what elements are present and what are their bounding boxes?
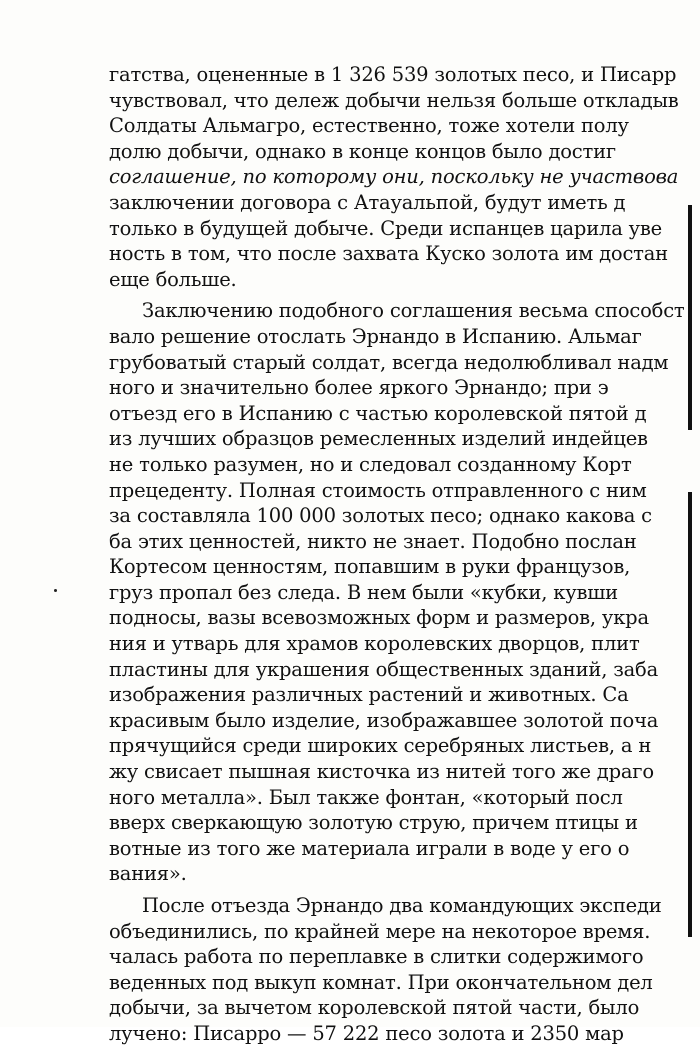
text-line: Солдаты Альмагро, естественно, тоже хотели полу xyxy=(109,114,629,138)
text-line: грубоватый старый солдат, всегда недолюбливал надм xyxy=(109,350,669,374)
text-line: ба этих ценностей, никто не знает. Подобно послан xyxy=(109,529,637,553)
text-line: прецеденту. Полная стоимость отправленного с ним xyxy=(109,478,647,502)
text-line: Заключению подобного соглашения весьма способст xyxy=(142,299,685,323)
text-line: чувствовал, что дележ добычи нельзя больше откладыв xyxy=(109,88,679,112)
text-line: чалась работа по переплавке в слитки содержимого xyxy=(109,945,644,969)
text-line: веденных под выкуп комнат. При окончательном дел xyxy=(109,970,653,994)
text-line-italic: соглашение, по которому они, поскольку не участвова xyxy=(109,165,679,189)
text-line: ность в том, что после захвата Куско золота им достан xyxy=(109,242,668,266)
text-line: изображения различных растений и животных. Са xyxy=(109,683,629,707)
text-line: груз пропал без следа. В нем были «кубки, кувши xyxy=(109,580,618,604)
text-line: вотные из того же материала играли в воде у его о xyxy=(109,836,630,860)
text-line: еще больше. xyxy=(109,267,237,291)
text-line: жу свисает пышная кисточка из нитей того же драго xyxy=(109,760,654,784)
paragraph-2 xyxy=(109,298,685,887)
text-line: прячущийся среди широких серебряных листьев, а н xyxy=(109,734,652,758)
text-line: отъезд его в Испанию с частью королевской пятой д xyxy=(109,401,647,425)
text-line: Кортесом ценностям, попавшим в руки французов, xyxy=(109,555,631,579)
paragraph-3 xyxy=(109,893,669,1047)
scan-edge-shadow xyxy=(688,492,692,937)
text-line: только в будущей добыче. Среди испанцев царила уве xyxy=(109,216,663,240)
text-column xyxy=(109,62,685,1047)
text-line: ния и утварь для храмов королевских дворцов, плит xyxy=(109,632,640,656)
text-line: объединились, по крайней мере на некоторое время. xyxy=(109,919,651,943)
paragraph-1 xyxy=(109,62,679,292)
text-line: добычи, за вычетом королевской пятой части, было xyxy=(109,996,640,1020)
text-line: гатства, оцененные в 1 326 539 золотых песо, и Писарр xyxy=(109,63,677,86)
text-line: вания». xyxy=(109,862,187,886)
scan-edge-shadow xyxy=(688,205,692,430)
text-line: долю добычи, однако в конце концов было достиг xyxy=(109,139,616,163)
text-line: заключении договора с Атауальпой, будут иметь д xyxy=(109,190,626,214)
text-line: После отъезда Эрнандо два командующих экспеди xyxy=(142,894,662,917)
text-line: вверх сверкающую золотую струю, причем птицы и xyxy=(109,811,638,835)
text-line: ного и значительно более яркого Эрнандо; при э xyxy=(109,376,609,400)
text-line: подносы, вазы всевозможных форм и размеров, укра xyxy=(109,606,649,630)
text-line: лучено: Писарро — 57 222 песо золота и 2350 мар xyxy=(109,1021,624,1045)
text-line: из лучших образцов ремесленных изделий индейцев xyxy=(109,427,648,451)
text-line: пластины для украшения общественных зданий, заба xyxy=(109,657,659,681)
scan-speck xyxy=(54,589,57,592)
text-line: красивым было изделие, изображавшее золотой поча xyxy=(109,708,659,732)
text-line: ного металла». Был также фонтан, «который посл xyxy=(109,785,623,809)
text-line: вало решение отослать Эрнандо в Испанию. Альмаг xyxy=(109,324,642,348)
text-line: не только разумен, но и следовал созданному Корт xyxy=(109,452,632,476)
text-line: за составляла 100 000 золотых песо; однако какова с xyxy=(109,504,652,528)
